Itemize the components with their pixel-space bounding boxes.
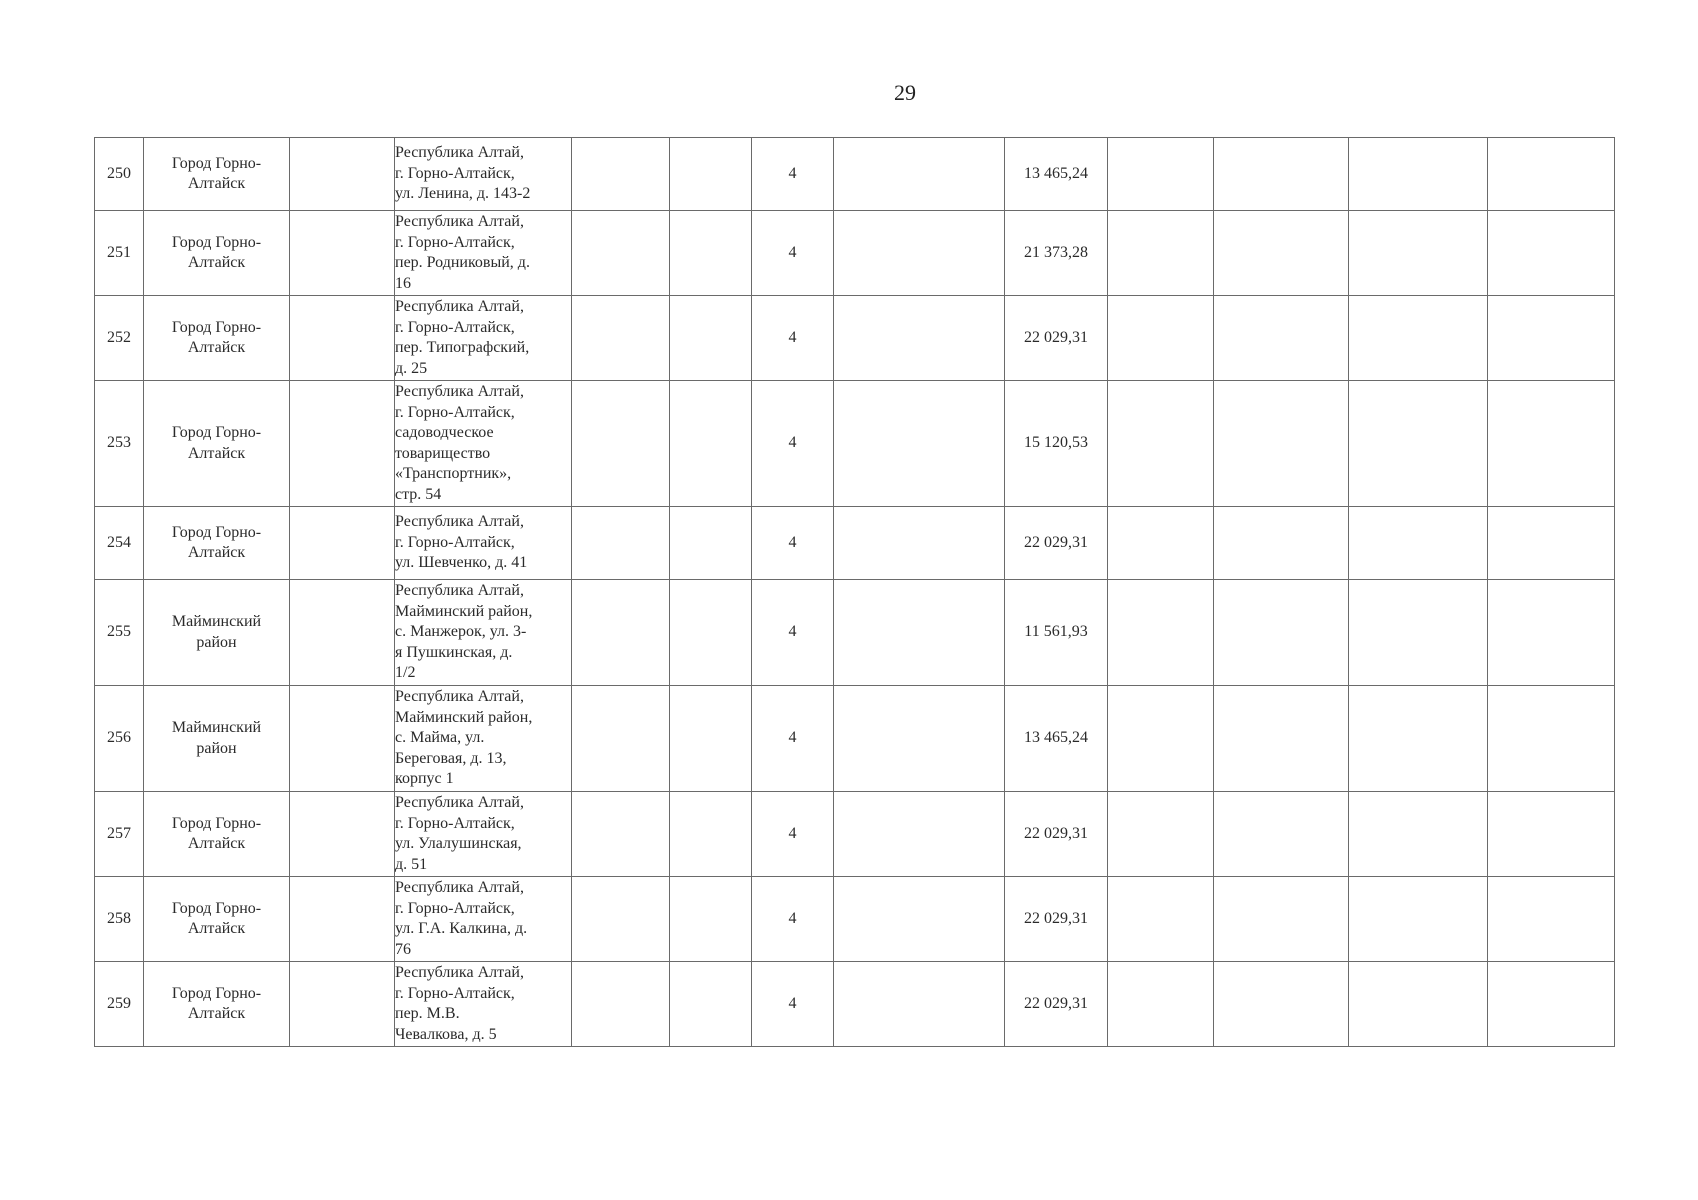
row-number: 254 [95, 507, 144, 580]
empty-cell [572, 877, 670, 962]
empty-cell [1488, 211, 1615, 296]
empty-cell [834, 507, 1005, 580]
table-row [95, 211, 1615, 296]
address-cell: Республика Алтай, Майминский район, с. Манжерок, ул. 3- я Пушкинская, д. 1/2 [395, 580, 572, 686]
district-cell: Город Горно- Алтайск [144, 296, 290, 381]
quantity-cell: 4 [752, 686, 834, 792]
table-row [95, 792, 1615, 877]
empty-cell [834, 792, 1005, 877]
empty-cell [290, 962, 395, 1047]
empty-cell [1214, 507, 1349, 580]
address-cell: Республика Алтай, г. Горно-Алтайск, ул. Ленина, д. 143-2 [395, 138, 572, 211]
empty-cell [1488, 138, 1615, 211]
empty-cell [1214, 211, 1349, 296]
empty-cell [572, 580, 670, 686]
district-cell: Город Горно- Алтайск [144, 792, 290, 877]
row-number: 252 [95, 296, 144, 381]
empty-cell [1349, 962, 1488, 1047]
row-number: 256 [95, 686, 144, 792]
table-row [95, 877, 1615, 962]
empty-cell [1108, 381, 1214, 507]
empty-cell [834, 962, 1005, 1047]
table-row [95, 381, 1615, 507]
address-cell: Республика Алтай, г. Горно-Алтайск, пер. Типографский, д. 25 [395, 296, 572, 381]
empty-cell [1108, 507, 1214, 580]
district-cell: Майминский район [144, 686, 290, 792]
row-number: 257 [95, 792, 144, 877]
amount-cell: 15 120,53 [1005, 381, 1108, 507]
table-row [95, 686, 1615, 792]
empty-cell [670, 381, 752, 507]
quantity-cell: 4 [752, 877, 834, 962]
amount-cell: 21 373,28 [1005, 211, 1108, 296]
quantity-cell: 4 [752, 962, 834, 1047]
empty-cell [1214, 580, 1349, 686]
empty-cell [1488, 296, 1615, 381]
quantity-cell: 4 [752, 381, 834, 507]
empty-cell [572, 296, 670, 381]
empty-cell [572, 507, 670, 580]
empty-cell [1488, 792, 1615, 877]
row-number: 253 [95, 381, 144, 507]
address-cell: Республика Алтай, г. Горно-Алтайск, ул. Шевченко, д. 41 [395, 507, 572, 580]
empty-cell [572, 792, 670, 877]
address-cell: Республика Алтай, г. Горно-Алтайск, пер. М.В. Чевалкова, д. 5 [395, 962, 572, 1047]
empty-cell [572, 138, 670, 211]
amount-cell: 22 029,31 [1005, 792, 1108, 877]
row-number: 250 [95, 138, 144, 211]
empty-cell [1108, 296, 1214, 381]
amount-cell: 22 029,31 [1005, 962, 1108, 1047]
empty-cell [834, 580, 1005, 686]
table-row [95, 138, 1615, 211]
empty-cell [670, 138, 752, 211]
empty-cell [670, 686, 752, 792]
registry-table [94, 137, 1615, 1047]
empty-cell [1108, 877, 1214, 962]
district-cell: Город Горно- Алтайск [144, 877, 290, 962]
address-cell: Республика Алтай, г. Горно-Алтайск, садоводческое товарищество «Транспортник», стр. 54 [395, 381, 572, 507]
empty-cell [1214, 138, 1349, 211]
address-cell: Республика Алтай, г. Горно-Алтайск, ул. Г.А. Калкина, д. 76 [395, 877, 572, 962]
amount-cell: 11 561,93 [1005, 580, 1108, 686]
row-number: 258 [95, 877, 144, 962]
empty-cell [1108, 792, 1214, 877]
empty-cell [290, 792, 395, 877]
empty-cell [572, 211, 670, 296]
district-cell: Майминский район [144, 580, 290, 686]
empty-cell [1488, 877, 1615, 962]
empty-cell [834, 381, 1005, 507]
amount-cell: 13 465,24 [1005, 138, 1108, 211]
empty-cell [1488, 686, 1615, 792]
empty-cell [1108, 211, 1214, 296]
empty-cell [1349, 381, 1488, 507]
table-row [95, 580, 1615, 686]
empty-cell [834, 877, 1005, 962]
empty-cell [1349, 211, 1488, 296]
district-cell: Город Горно- Алтайск [144, 962, 290, 1047]
empty-cell [572, 962, 670, 1047]
empty-cell [1108, 138, 1214, 211]
table-row [95, 962, 1615, 1047]
empty-cell [834, 686, 1005, 792]
page-number: 29 [894, 80, 916, 105]
empty-cell [670, 580, 752, 686]
empty-cell [290, 296, 395, 381]
row-number: 251 [95, 211, 144, 296]
district-cell: Город Горно- Алтайск [144, 211, 290, 296]
quantity-cell: 4 [752, 138, 834, 211]
address-cell: Республика Алтай, г. Горно-Алтайск, ул. Улалушинская, д. 51 [395, 792, 572, 877]
empty-cell [1488, 507, 1615, 580]
table-row [95, 507, 1615, 580]
empty-cell [1349, 507, 1488, 580]
empty-cell [290, 381, 395, 507]
empty-cell [1349, 686, 1488, 792]
empty-cell [670, 211, 752, 296]
quantity-cell: 4 [752, 296, 834, 381]
empty-cell [1488, 381, 1615, 507]
quantity-cell: 4 [752, 211, 834, 296]
table-row [95, 296, 1615, 381]
empty-cell [290, 877, 395, 962]
empty-cell [1349, 580, 1488, 686]
quantity-cell: 4 [752, 507, 834, 580]
empty-cell [834, 138, 1005, 211]
empty-cell [834, 211, 1005, 296]
empty-cell [1214, 962, 1349, 1047]
empty-cell [290, 686, 395, 792]
empty-cell [1349, 296, 1488, 381]
empty-cell [834, 296, 1005, 381]
district-cell: Город Горно- Алтайск [144, 381, 290, 507]
empty-cell [670, 962, 752, 1047]
quantity-cell: 4 [752, 580, 834, 686]
row-number: 255 [95, 580, 144, 686]
empty-cell [1349, 877, 1488, 962]
table-body [95, 138, 1615, 1047]
empty-cell [1488, 580, 1615, 686]
empty-cell [1214, 381, 1349, 507]
address-cell: Республика Алтай, Майминский район, с. Майма, ул. Береговая, д. 13, корпус 1 [395, 686, 572, 792]
quantity-cell: 4 [752, 792, 834, 877]
empty-cell [1214, 686, 1349, 792]
district-cell: Город Горно- Алтайск [144, 138, 290, 211]
empty-cell [670, 792, 752, 877]
amount-cell: 13 465,24 [1005, 686, 1108, 792]
empty-cell [1349, 138, 1488, 211]
empty-cell [1108, 686, 1214, 792]
empty-cell [1214, 792, 1349, 877]
empty-cell [290, 580, 395, 686]
empty-cell [572, 381, 670, 507]
empty-cell [1108, 962, 1214, 1047]
amount-cell: 22 029,31 [1005, 296, 1108, 381]
amount-cell: 22 029,31 [1005, 877, 1108, 962]
empty-cell [290, 211, 395, 296]
address-cell: Республика Алтай, г. Горно-Алтайск, пер. Родниковый, д. 16 [395, 211, 572, 296]
empty-cell [670, 877, 752, 962]
empty-cell [670, 507, 752, 580]
district-cell: Город Горно- Алтайск [144, 507, 290, 580]
empty-cell [290, 138, 395, 211]
empty-cell [1214, 877, 1349, 962]
empty-cell [290, 507, 395, 580]
empty-cell [1214, 296, 1349, 381]
empty-cell [1108, 580, 1214, 686]
empty-cell [572, 686, 670, 792]
row-number: 259 [95, 962, 144, 1047]
amount-cell: 22 029,31 [1005, 507, 1108, 580]
empty-cell [670, 296, 752, 381]
empty-cell [1349, 792, 1488, 877]
empty-cell [1488, 962, 1615, 1047]
